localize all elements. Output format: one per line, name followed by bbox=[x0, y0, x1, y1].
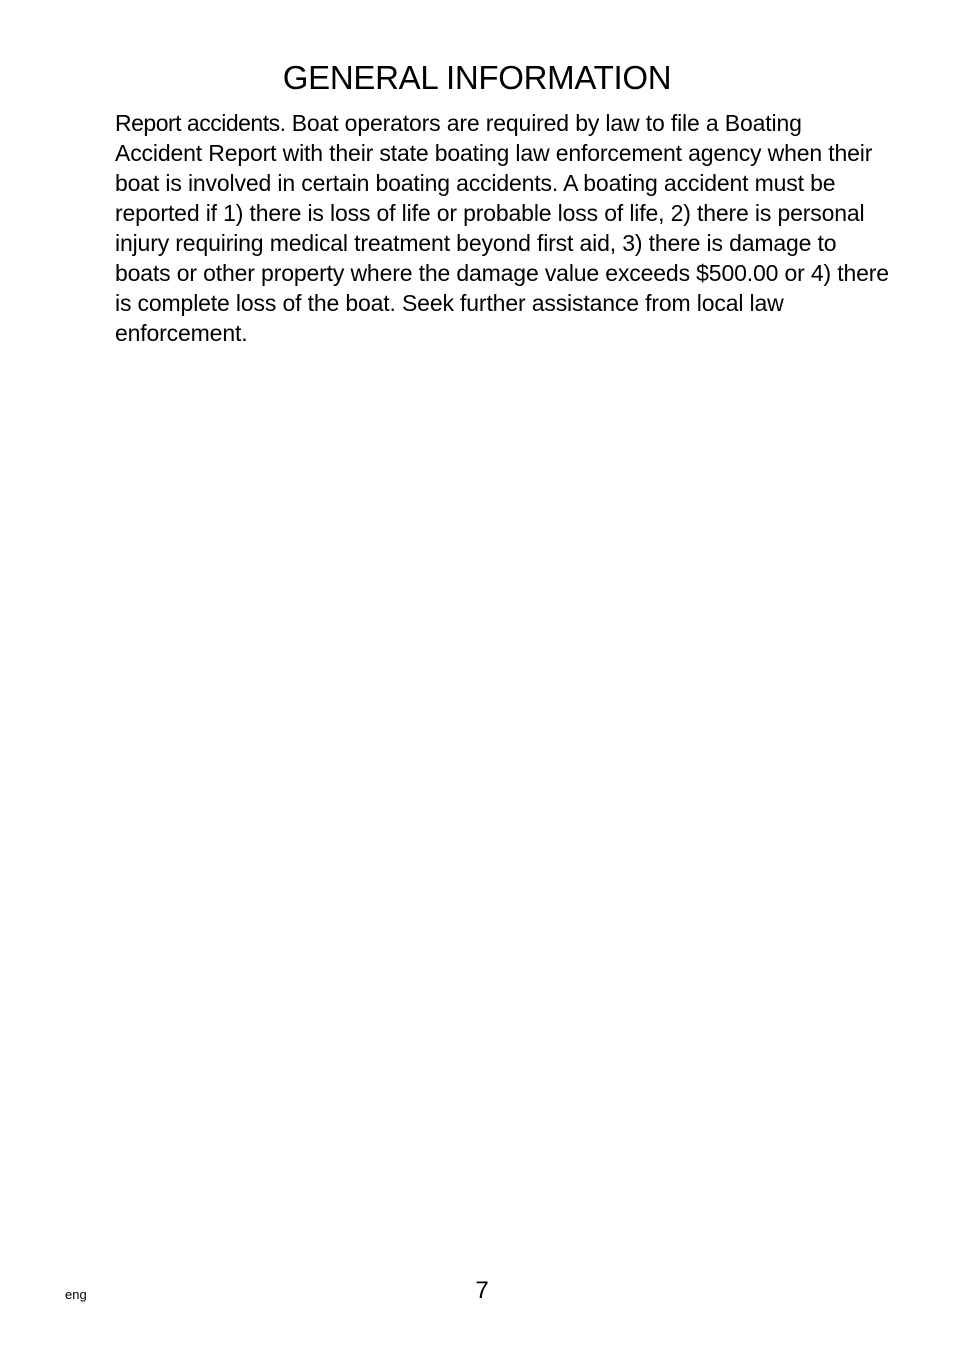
report-accidents-paragraph bbox=[115, 108, 891, 348]
run-in-heading: Report accidents. bbox=[115, 110, 286, 136]
paragraph-body: Boat operators are required by law to file a Boating Accident Report with their state boating law enforcement agency when their boat is involved in certain boating accidents. A boating accident must be reported if 1) there is loss of life or probable loss of life, 2) there is personal injury requiring medical treatment beyond first aid, 3) there is damage to boats or other property where the damage value exceeds $500.00 or 4) there is complete loss of the boat. Seek further assistance from local law enforcement. bbox=[115, 110, 889, 346]
page-number: 7 bbox=[475, 1277, 489, 1304]
page-title: GENERAL INFORMATION bbox=[282, 59, 672, 96]
language-code: eng bbox=[65, 1287, 87, 1302]
